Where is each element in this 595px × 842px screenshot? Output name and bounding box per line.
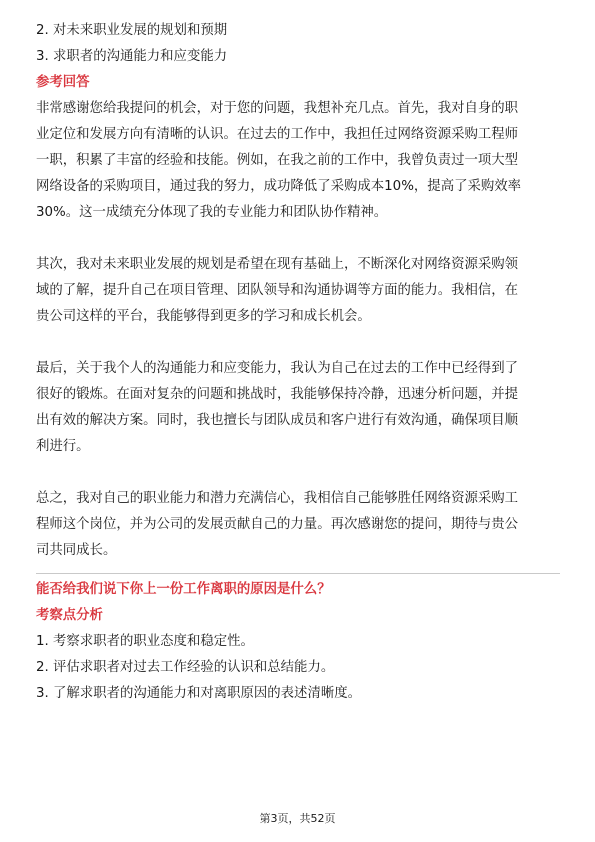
paragraph-line: 业定位和发展方向有清晰的认识。在过去的工作中，我担任过网络资源采购工程师: [36, 127, 519, 142]
paragraph-line: 出有效的解决方案。同时，我也擅长与团队成员和客户进行有效沟通，确保项目顺: [36, 413, 519, 428]
paragraph-line: 利进行。: [36, 439, 90, 454]
analysis-item: 1. 考察求职者的职业态度和稳定性。: [36, 634, 254, 649]
paragraph-line: 很好的锻炼。在面对复杂的问题和挑战时，我能够保持冷静，迅速分析问题，并提: [36, 387, 519, 402]
top-list-item: 3. 求职者的沟通能力和应变能力: [36, 49, 228, 64]
analysis-heading: 考察点分析: [36, 608, 103, 623]
page-number: 第3页，共52页: [259, 812, 336, 825]
top-list-item: 2. 对未来职业发展的规划和预期: [36, 23, 228, 38]
section-divider: [36, 573, 560, 574]
paragraph-spacer: [36, 330, 560, 356]
paragraph-line: 总之，我对自己的职业能力和潜力充满信心，我相信自己能够胜任网络资源采购工: [36, 491, 519, 506]
paragraph-line: 程师这个岗位，并为公司的发展贡献自己的力量。再次感谢您的提问，期待与贵公: [36, 517, 519, 532]
paragraph-line: 非常感谢您给我提问的机会，对于您的问题，我想补充几点。首先，我对自身的职: [36, 101, 519, 116]
analysis-item: 3. 了解求职者的沟通能力和对离职原因的表述清晰度。: [36, 686, 362, 701]
answer-paragraph-4: [36, 486, 560, 564]
paragraph-spacer: [36, 226, 560, 252]
answer-heading: 参考回答: [36, 75, 90, 90]
answer-paragraph-2: [36, 252, 560, 330]
paragraph-line: 30%。这一成绩充分体现了我的专业能力和团队协作精神。: [36, 205, 388, 220]
analysis-item: 2. 评估求职者对过去工作经验的认识和总结能力。: [36, 660, 335, 675]
paragraph-spacer: [36, 460, 560, 486]
question-title: 能否给我们说下你上一份工作离职的原因是什么？: [36, 582, 331, 597]
document-body: [36, 18, 560, 707]
paragraph-line: 网络设备的采购项目，通过我的努力，成功降低了采购成本10%，提高了采购效率: [36, 179, 522, 194]
answer-paragraph-3: [36, 356, 560, 460]
paragraph-line: 贵公司这样的平台，我能够得到更多的学习和成长机会。: [36, 309, 371, 324]
paragraph-line: 其次，我对未来职业发展的规划是希望在现有基础上，不断深化对网络资源采购领: [36, 257, 519, 272]
paragraph-line: 域的了解，提升自己在项目管理、团队领导和沟通协调等方面的能力。我相信，在: [36, 283, 519, 298]
paragraph-line: 最后，关于我个人的沟通能力和应变能力，我认为自己在过去的工作中已经得到了: [36, 361, 519, 376]
paragraph-line: 一职，积累了丰富的经验和技能。例如，在我之前的工作中，我曾负责过一项大型: [36, 153, 519, 168]
answer-paragraph-1: [36, 96, 560, 226]
paragraph-line: 司共同成长。: [36, 543, 117, 558]
